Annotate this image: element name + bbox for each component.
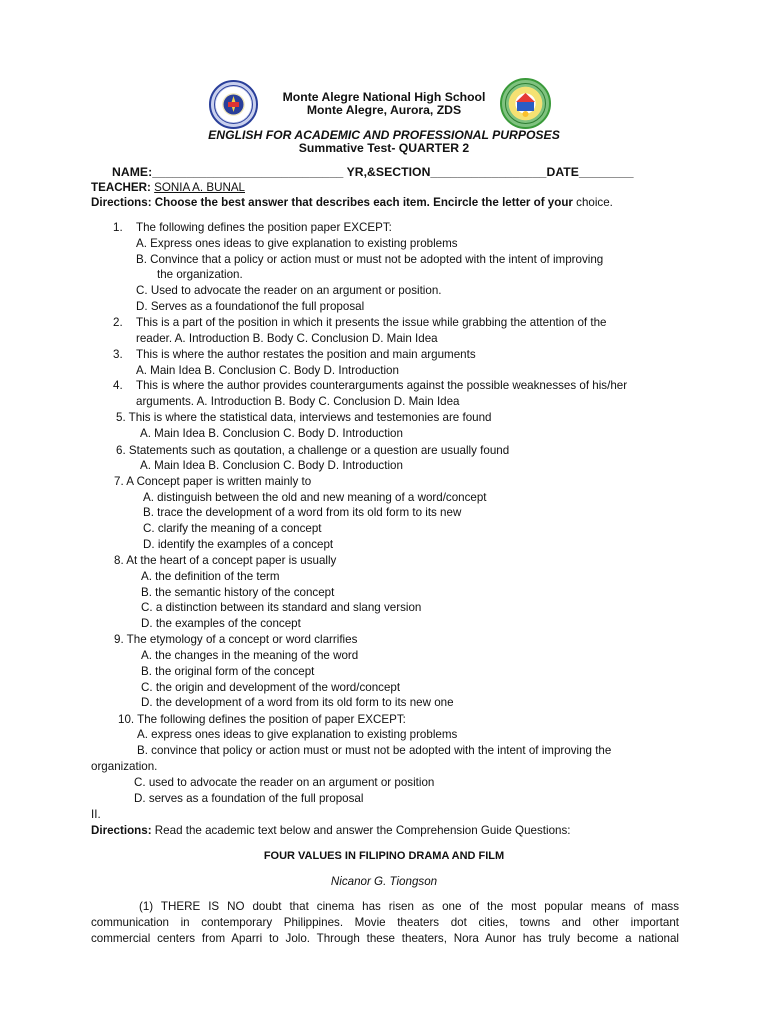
article-paragraph-line-1 <box>91 899 679 915</box>
question-line-q1b2: the organization. <box>157 268 243 281</box>
question-line-q3: 3. <box>113 348 123 361</box>
question-line-q7b: B. trace the development of a word from its old form to its new <box>143 506 462 519</box>
question-line-q8: 8. At the heart of a concept paper is usually <box>114 554 337 567</box>
question-line-q4o: arguments. A. Introduction B. Body C. Conclusion D. Main Idea <box>136 395 460 408</box>
article-title: FOUR VALUES IN FILIPINO DRAMA AND FILM <box>263 850 505 862</box>
question-line-q4t: This is where the author provides counterarguments against the possible weaknesses of his/her <box>136 379 628 392</box>
directions-text: Directions: Choose the best answer that describes each item. Encircle the letter of your <box>91 196 573 209</box>
question-line-q1: 1. <box>113 221 123 234</box>
question-line-q8b: B. the semantic history of the concept <box>141 586 335 599</box>
question-line-q3o: A. Main Idea B. Conclusion C. Body D. Introduction <box>136 364 399 377</box>
question-line-q7a: A. distinguish between the old and new meaning of a word/concept <box>143 491 487 504</box>
directions-line <box>91 195 613 211</box>
question-line-q10b: B. convince that policy or action must or must not be adopted with the intent of improving the <box>137 744 612 757</box>
question-line-q5o: A. Main Idea B. Conclusion C. Body D. Introduction <box>140 427 403 440</box>
directions-tail: choice. <box>576 196 613 209</box>
question-line-q7c: C. clarify the meaning of a concept <box>143 522 322 535</box>
question-line-q9d: D. the development of a word from its old form to its new one <box>141 696 454 709</box>
question-line-q1d: D. Serves as a foundationof the full proposal <box>136 300 365 313</box>
question-line-q10d: D. serves as a foundation of the full proposal <box>134 792 364 805</box>
section2-directions-label: Directions: <box>91 824 152 837</box>
question-line-q8a: A. the definition of the term <box>141 570 280 583</box>
question-line-q10c: C. used to advocate the reader on an argument or position <box>134 776 435 789</box>
section2-directions <box>91 823 570 839</box>
question-line-q10: 10. The following defines the position of paper EXCEPT: <box>118 713 406 726</box>
article-paragraph-line-3: commercial centers from Aparri to Jolo. Through these theaters, Nora Aunor has truly become a national <box>91 932 679 945</box>
article-text-1: (1) THERE IS NO doubt that cinema has risen as one of the most popular means of mass <box>139 900 679 913</box>
question-line-q2t: This is a part of the position in which it presents the issue while grabbing the attention of the <box>136 316 607 329</box>
question-line-q4: 4. <box>113 379 123 392</box>
question-line-q10a: A. express ones ideas to give explanation to existing problems <box>137 728 458 741</box>
question-line-q1a: A. Express ones ideas to give explanation to existing problems <box>136 237 458 250</box>
question-line-q6: 6. Statements such as qoutation, a challenge or a question are usually found <box>116 444 510 457</box>
article-author: Nicanor G. Tiongson <box>330 875 438 888</box>
name-section-date-line: NAME:____________________________ YR,&SECTION_________________DATE________ <box>112 165 634 179</box>
deped-seal-logo <box>209 80 258 129</box>
question-line-q2o: reader. A. Introduction B. Body C. Conclusion D. Main Idea <box>136 332 438 345</box>
question-line-q7d: D. identify the examples of a concept <box>143 538 334 551</box>
teacher-line <box>91 180 245 196</box>
subject-title: ENGLISH FOR ACADEMIC AND PROFESSIONAL PURPOSES <box>208 128 560 142</box>
question-line-q8d: D. the examples of the concept <box>141 617 301 630</box>
question-line-q3t: This is where the author restates the position and main arguments <box>136 348 476 361</box>
question-line-q7: 7. A Concept paper is written mainly to <box>114 475 312 488</box>
question-line-q9c: C. the origin and development of the word/concept <box>141 681 401 694</box>
article-paragraph-line-2: communication in contemporary Philippines. Movie theaters dot cities, towns and other important <box>91 916 679 929</box>
test-title: Summative Test- QUARTER 2 <box>298 141 470 155</box>
question-line-q9b: B. the original form of the concept <box>141 665 315 678</box>
question-line-q9: 9. The etymology of a concept or word clarrifies <box>114 633 358 646</box>
question-line-q6o: A. Main Idea B. Conclusion C. Body D. Introduction <box>140 459 403 472</box>
question-line-q10b2: organization. <box>91 760 158 773</box>
question-line-q5: 5. This is where the statistical data, interviews and testemonies are found <box>116 411 492 424</box>
question-line-q9a: A. the changes in the meaning of the word <box>141 649 359 662</box>
question-line-q2: 2. <box>113 316 123 329</box>
teacher-label: TEACHER: <box>91 181 151 194</box>
question-line-q1c: C. Used to advocate the reader on an argument or position. <box>136 284 442 297</box>
teacher-name: SONIA A. BUNAL <box>154 181 245 194</box>
question-line-q1t: The following defines the position paper EXCEPT: <box>136 221 392 234</box>
school-logo <box>500 78 551 129</box>
school-address: Monte Alegre, Aurora, ZDS <box>306 103 462 117</box>
section2-directions-text: Read the academic text below and answer the Comprehension Guide Questions: <box>154 824 571 837</box>
question-line-part2: II. <box>91 808 101 821</box>
question-line-q8c: C. a distinction between its standard and slang version <box>141 601 422 614</box>
question-line-q1b: B. Convince that a policy or action must or must not be adopted with the intent of improving <box>136 253 604 266</box>
school-name: Monte Alegre National High School <box>282 90 486 104</box>
